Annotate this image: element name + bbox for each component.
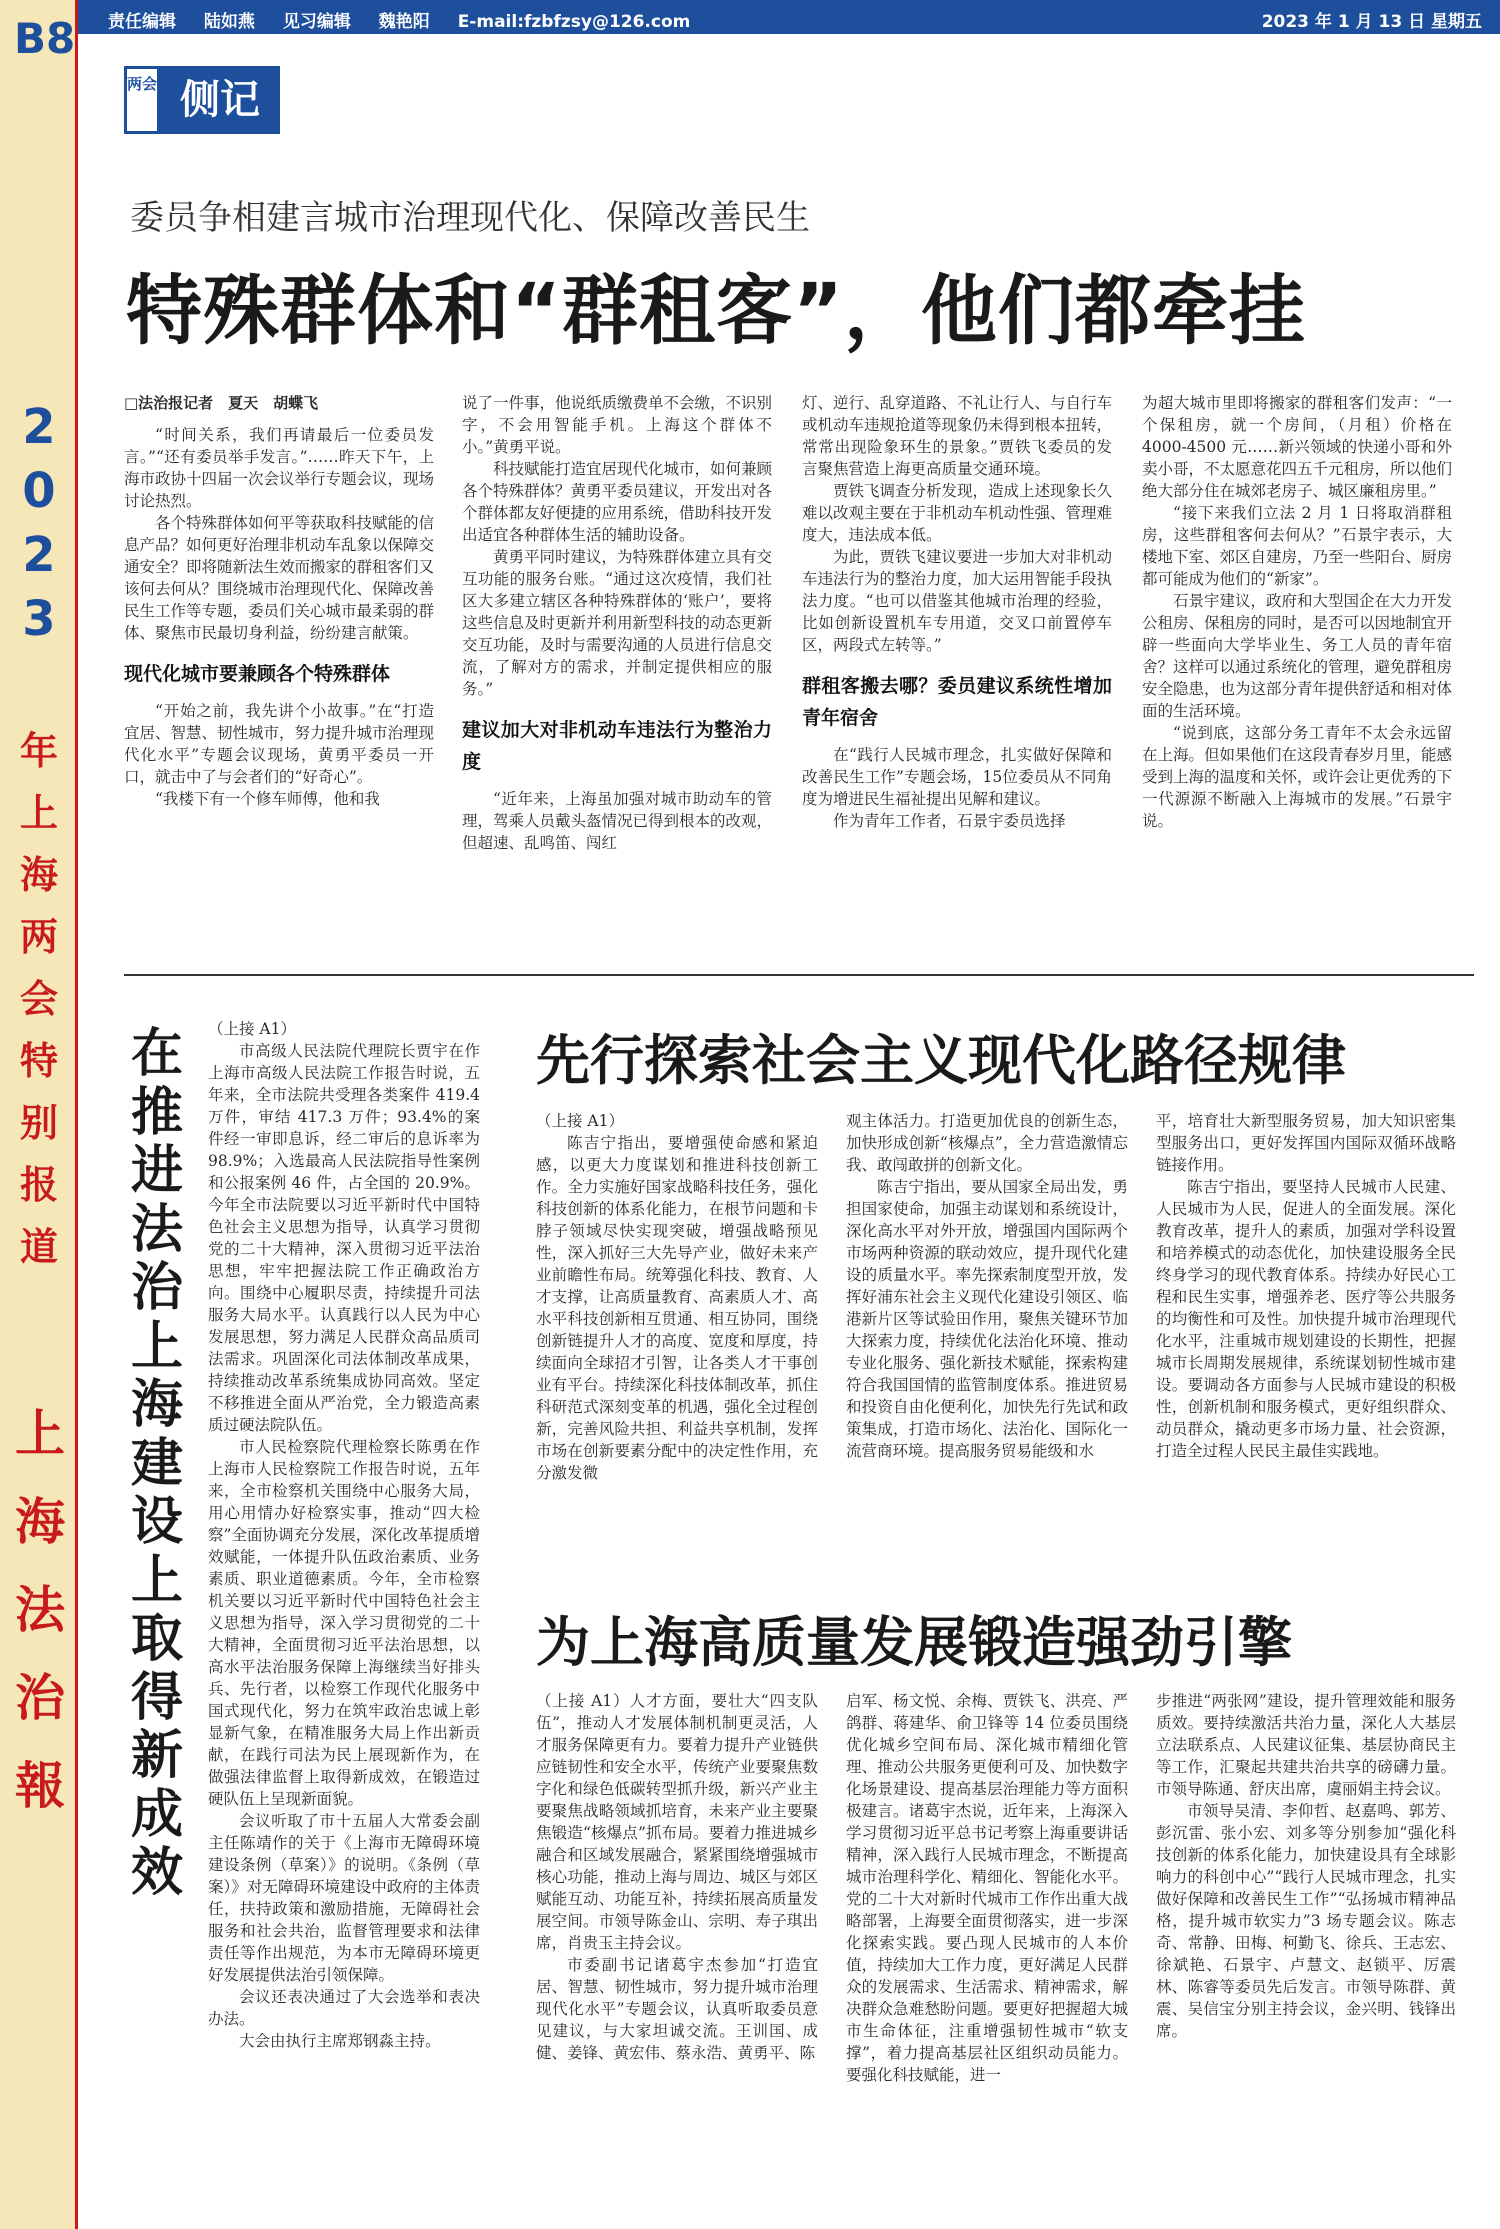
year-digit: 0 (22, 463, 56, 519)
paragraph: 陈吉宁指出，要增强使命感和紧迫感，以更大力度谋划和推进科技创新工作。全力实施好国家战略科技任务，强化科技创新的体系化能力，在根节问题和卡脖子领域尽快实现突破，增强战略预见性，深入抓好三大先导产业，做好未来产业前瞻性布局。统筹强化科技、教育、人才支撑，让高质量教育、高素质人才、高水平科技创新相互贯通、相互协同，围绕创新链提升人才的高度、宽度和厚度，持续面向全球招才引智，让各类人才干事创业有平台。持续深化科技体制改革，抓住科研范式深刻变革的机遇，强化全过程创新，完善风险共担、利益共享机制，发挥市场在创新要素分配中的决定性作用，充分激发微 (536, 1134, 818, 1482)
special-char: 两 (19, 915, 58, 959)
paragraph: 会议听取了市十五届人大常委会副主任陈靖作的关于《上海市无障碍环境建设条例（草案）》的说明。《条例（草案）》对无障碍环境建设中政府的主体责任，扶持政策和激励措施，无障碍社会服务和社会共治，监督管理要求和法律责任等作出规范，为本市无障碍环境更好发展提供法治引领保障。 (208, 1812, 480, 1984)
headline-char: 上 (130, 1550, 183, 1611)
masthead-char: 法 (15, 1580, 65, 1639)
special-char: 会 (19, 977, 58, 1021)
editor-label: 责任编辑 (108, 12, 176, 32)
article1-column-4 (1142, 392, 1452, 927)
paragraph: 平，培育壮大新型服务贸易，加大知识密集型服务出口，更好发挥国内国际双循环战略链接作用。 (1156, 1112, 1456, 1174)
special-char: 别 (19, 1101, 58, 1145)
article1-column-1 (124, 392, 434, 927)
section-heading: 群租客搬去哪？委员建议系统性增加青年宿舍 (802, 675, 1112, 729)
article2-column (208, 1018, 480, 2218)
paragraph: “开始之前，我先讲个小故事。”在“打造宜居、智慧、韧性城市，努力提升城市治理现代化水平”专题会议现场，黄勇平委员一开口，就击中了与会者们的“好奇心”。 (124, 702, 434, 786)
paragraph: 科技赋能打造宜居现代化城市，如何兼顾各个特殊群体？黄勇平委员建议，开发出对各个群体都友好便捷的应用系统，借助科技开发出适宜各种群体生活的辅助设备。 (462, 460, 772, 544)
trainee-editor-label: 见习编辑 (282, 12, 351, 32)
headline-char: 成 (130, 1784, 183, 1845)
paragraph: 说了一件事，他说纸质缴费单不会缴，不识别字，不会用智能手机。上海这个群体不小。”黄勇平说。 (462, 394, 772, 456)
paragraph: 黄勇平同时建议，为特殊群体建立具有交互功能的服务台账。“通过这次疫情，我们社区大多建立辖区各种特殊群体的‘账户’，要将这些信息及时更新并利用新型科技的动态更新交互功能，及时与需要沟通的人员进行信息交流，了解对方的需求，并制定提供相应的服务。” (462, 548, 772, 698)
paragraph: 灯、逆行、乱穿道路、不礼让行人、与自行车或机动车违规抢道等现象仍未得到根本扭转，常常出现险象环生的景象。”贾铁飞委员的发言聚焦营造上海更高质量交通环境。 (802, 394, 1112, 478)
trainee-editor-name: 魏艳阳 (378, 12, 430, 32)
masthead-char: 海 (15, 1492, 65, 1551)
masthead-char: 報 (15, 1756, 65, 1815)
headline-char: 效 (130, 1843, 183, 1903)
headline-char: 设 (130, 1492, 183, 1552)
paragraph: 观主体活力。打造更加优良的创新生态，加快形成创新“核爆点”，全力营造激情忘我、敢闯敢拼的创新文化。 (846, 1112, 1128, 1174)
paragraph: 市高级人民法院代理院长贾宇在作上海市高级人民法院工作报告时说，五年来，全市法院共受理各类案件 419.4 万件，审结 417.3 万件；93.4%的案件经一审即息诉，经二审后的息诉率为 98.9%；入选最高人民法院指导性案例和公报案例 46 件，占全国的 20.9%。今年全市法院要以习近平新时代中国特色社会主义思想为指导，认真学习贯彻党的二十大精神，深入贯彻习近平法治思想，牢牢把握法院工作正确政治方向。围绕中心履职尽责，持续提升司法服务大局水平。认真践行以人民为中心发展思想，努力满足人民群众高品质司法需求。巩固深化司法体制改革成果，持续推动改革系统集成协同高效。坚定不移推进全面从严治党，全力锻造高素质过硬法院队伍。 (208, 1042, 480, 1434)
paragraph: 会议还表决通过了大会选举和表决办法。 (208, 1988, 480, 2028)
article4-column-1 (536, 1690, 818, 2220)
paragraph: 在“践行人民城市理念，扎实做好保障和改善民生工作”专题会场，15位委员从不同角度为增进民生福祉提出见解和建议。 (802, 746, 1112, 808)
paragraph: “近年来，上海虽加强对城市助动车的管理，驾乘人员戴头盔情况已得到根本的改观，但超速、乱鸣笛、闯红 (462, 790, 772, 852)
special-char: 上 (19, 791, 58, 835)
column-logo-right: 侧记 (160, 66, 280, 134)
article3-column-1 (536, 1110, 818, 1570)
headline-char: 进 (130, 1141, 183, 1201)
special-char: 海 (19, 853, 58, 897)
section-heading: 现代化城市要兼顾各个特殊群体 (124, 663, 391, 685)
paragraph: （上接 A1）人才方面，要壮大“四支队伍”，推动人才发展体制机制更灵活，人才服务保障更有力。要着力提升产业链供应链韧性和安全水平，传统产业要聚焦数字化和绿色低碳转型抓升级，新兴产业主要聚焦战略领域抓培育，未来产业主要聚焦锻造“核爆点”抓布局。要着力推进城乡融合和区域发展融合，紧紧围绕增强城市核心功能，推动上海与周边、城区与郊区赋能互动、功能互补，持续拓展高质量发展空间。市领导陈金山、宗明、寿子琪出席，肖贵玉主持会议。 (536, 1692, 818, 1952)
article4-headline: 为上海高质量发展锻造强劲引擎 (536, 1611, 1292, 1674)
special-char: 道 (19, 1225, 58, 1269)
masthead-char: 治 (15, 1668, 65, 1727)
paragraph: 贾铁飞调查分析发现，造成上述现象长久难以改观主要在于非机动车机动性强、管理难度大，违法成本低。 (802, 482, 1112, 544)
article4-column-3 (1156, 1690, 1456, 2220)
masthead-char: 上 (15, 1404, 65, 1463)
paragraph: 市人民检察院代理检察长陈勇在作上海市人民检察院工作报告时说，五年来，全市检察机关围绕中心服务大局，用心用情办好检察实事，推动“四大检察”全面协调充分发展，深化改革提质增效赋能，一体提升队伍政治素质、业务素质、职业道德素质。今年，全市检察机关要以习近平新时代中国特色社会主义思想为指导，深入学习贯彻党的二十大精神，全面贯彻习近平法治思想，以高水平法治服务保障上海继续当好排头兵、先行者，以检察工作现代化服务中国式现代化，努力在筑牢政治忠诚上彰显新气象，在精准服务大局上作出新贡献，在践行司法为民上展现新作为，在做强法律监督上取得新成效，在锻造过硬队伍上呈现新面貌。 (208, 1438, 480, 1808)
article1-subtitle: 委员争相建言城市治理现代化、保障改善民生 (130, 198, 810, 238)
paragraph: “说到底，这部分务工青年不太会永远留在上海。但如果他们在这段青春岁月里，能感受到上海的温度和关怀，或许会让更优秀的下一代源源不断融入上海城市的发展。”石景宇说。 (1142, 724, 1452, 830)
headline-char: 海 (130, 1375, 183, 1435)
year-vertical (12, 395, 66, 651)
paragraph: “接下来我们立法 2 月 1 日将取消群租房，这些群租客何去何从？”石景宇表示，大楼地下室、郊区自建房，乃至一些阳台、厨房都可能成为他们的“新家”。 (1142, 504, 1452, 588)
top-bar (78, 0, 1500, 34)
paragraph: （上接 A1） (536, 1112, 624, 1130)
issue-date: 2023 年 1 月 13 日 星期五 (1261, 12, 1482, 32)
headline-char: 得 (130, 1667, 183, 1728)
paragraph: 陈吉宁指出，要坚持人民城市人民建、人民城市为人民，促进人的全面发展。深化教育改革，提升人的素质，加强对学科设置和培养模式的动态优化，加快建设服务全民终身学习的现代教育体系。持续办好民心工程和民生实事，增强养老、医疗等公共服务的均衡性和可及性。加快提升城市治理现代化水平，注重城市规划建设的长期性，把握城市长周期发展规律，系统谋划韧性城市建设。要调动各方面参与人民城市建设的积极性，创新机制和服务模式，更好组织群众、动员群众，撬动更多市场力量、社会资源，打造全过程人民民主最佳实践地。 (1156, 1178, 1456, 1460)
special-char: 年 (19, 729, 58, 773)
paragraph: “时间关系，我们再请最后一位委员发言。”“还有委员举手发言。”……昨天下午，上海市政协十四届一次会议举行专题会议，现场讨论热烈。 (124, 426, 434, 510)
year-digit: 2 (22, 399, 56, 455)
headline-char: 新 (130, 1726, 183, 1786)
article3-column-3 (1156, 1110, 1456, 1570)
column-logo-left: 两会 (124, 66, 160, 134)
article3-headline: 先行探索社会主义现代化路径规律 (536, 1029, 1346, 1092)
editor-name: 陆如燕 (203, 12, 255, 32)
byline: □法治报记者 夏天 胡蝶飞 (124, 394, 319, 412)
paragraph: 各个特殊群体如何平等获取科技赋能的信息产品？如何更好治理非机动车乱象以保障交通安全？即将随新法生效而搬家的群租客们又该何去何从？围绕城市治理现代化、保障改善民生工作等专题，委员们关心城市最柔弱的群体、聚焦市民最切身利益，纷纷建言献策。 (124, 514, 434, 642)
article1-column-2 (462, 392, 772, 927)
year-digit: 3 (22, 591, 56, 647)
headline-char: 上 (130, 1316, 183, 1377)
paragraph: 为此，贾铁飞建议要进一步加大对非机动车违法行为的整治力度，加大运用智能手段执法力度。“也可以借鉴其他城市治理的经验，比如创新设置机车专用道，交叉口前置停车区，两段式左转等。” (802, 548, 1112, 654)
paragraph: 石景宇建议，政府和大型国企在大力开发公租房、保租房的同时，是否可以因地制宜开辟一些面向大学毕业生、务工人员的青年宿舍？这样可以通过系统化的管理，避免群租房安全隐患，也为这部分青年提供舒适和相对体面的生活环境。 (1142, 592, 1452, 720)
paragraph: “我楼下有一个修车师傅，他和我 (155, 790, 380, 808)
headline-char: 在 (130, 1024, 183, 1084)
page-number: B8 (14, 14, 76, 63)
paragraph: 作为青年工作者，石景宇委员选择 (833, 812, 1066, 830)
paragraph: 市委副书记诸葛宇杰参加“打造宜居、智慧、韧性城市，努力提升城市治理现代化水平”专题会议，认真听取委员意见建议，与大家坦诚交流。王训国、成健、姜锋、黄宏伟、蔡永浩、黄勇平、陈 (536, 1956, 818, 2062)
headline-char: 建 (130, 1433, 183, 1494)
year-digit: 2 (22, 527, 56, 583)
left-sidebar (0, 0, 78, 2229)
article3-column-2 (846, 1110, 1128, 1570)
paragraph: 步推进“两张网”建设，提升管理效能和服务质效。要持续激活共治力量，深化人大基层立法联系点、人民建议征集、基层协商民主等工作，汇聚起共建共治共享的磅礴力量。市领导陈通、舒庆出席，虞丽娟主持会议。 (1156, 1692, 1456, 1798)
special-char: 报 (19, 1163, 58, 1207)
paragraph: 市领导吴清、李仰哲、赵嘉鸣、郭芳、彭沉雷、张小宏、刘多等分别参加“强化科技创新的体系化能力，加快建设具有全球影响力的科创中心”“践行人民城市理念，扎实做好保障和改善民生工作”“弘扬城市精神品格，提升城市软实力”3 场专题会议。陈志奇、常静、田梅、柯勤飞、徐兵、王志宏、徐斌艳、石景宇、卢慧文、赵锁平、厉震林、陈睿等委员先后发言。市领导陈群、黄震、吴信宝分别主持会议，金兴明、钱锋出席。 (1156, 1802, 1456, 2040)
paragraph: 为超大城市里即将搬家的群租客们发声：“一个保租房，就一个房间，（月租）价格在 4000-4500 元……新兴领域的快递小哥和外卖小哥，不太愿意花四五千元租房，所以他们绝大部分住在城郊老房子、城区廉租房里。” (1142, 394, 1452, 500)
editor-info (108, 7, 712, 32)
headline-char: 取 (130, 1609, 183, 1669)
headline-char: 法 (130, 1199, 183, 1260)
paragraph: 陈吉宁指出，要从国家全局出发，勇担国家使命，加强主动谋划和系统设计，深化高水平对外开放，增强国内国际两个市场两种资源的联动效应，提升现代化建设的质量水平。率先探索制度型开放，发挥好浦东社会主义现代化建设引领区、临港新片区等试验田作用，聚焦关键环节加大探索力度，持续优化法治化环境、推动专业化服务、强化新技术赋能，探索构建符合我国国情的监管制度体系。推进贸易和投资自由化便利化，加快先行先试和政策集成，打造市场化、法治化、国际化一流营商环境。提高服务贸易能级和水 (846, 1178, 1128, 1460)
special-report-vertical (12, 720, 66, 1278)
headline-char: 治 (130, 1258, 183, 1318)
section-divider (124, 974, 1474, 976)
paragraph: （上接 A1） (208, 1020, 296, 1038)
article1-headline: 特殊群体和“群租客”，他们都牵挂 (126, 266, 1306, 355)
section-heading: 建议加大对非机动车违法行为整治力度 (462, 719, 772, 773)
headline-char: 推 (130, 1082, 183, 1143)
email: E-mail:fzbfzsy@126.com (457, 12, 691, 32)
article4-column-2 (846, 1690, 1128, 2220)
newspaper-masthead (10, 1390, 70, 1830)
article2-headline (124, 1025, 190, 1903)
column-logo (124, 66, 280, 134)
paragraph: 启军、杨文悦、余梅、贾铁飞、洪亮、严鸽群、蒋建华、俞卫锋等 14 位委员围绕优化城乡空间布局、深化城市精细化管理、推动公共服务更便利可及、加快数字化场景建设、提高基层治理能力等方面积极建言。诸葛宇杰说，近年来，上海深入学习贯彻习近平总书记考察上海重要讲话精神，深入践行人民城市理念，不断提高城市治理科学化、精细化、智能化水平。党的二十大对新时代城市工作作出重大战略部署，上海要全面贯彻落实，进一步深化探索实践。要凸现人民城市的人本价值，持续加大工作力度，更好满足人民群众的发展需求、生活需求、精神需求，解决群众急难愁盼问题。要更好把握超大城市生命体征，注重增强韧性城市“软支撑”，着力提高基层社区组织动员能力。要强化科技赋能，进一 (846, 1692, 1128, 2084)
paragraph: 大会由执行主席郑钢淼主持。 (239, 2032, 441, 2050)
article1-column-3 (802, 392, 1112, 927)
special-char: 特 (19, 1039, 58, 1083)
